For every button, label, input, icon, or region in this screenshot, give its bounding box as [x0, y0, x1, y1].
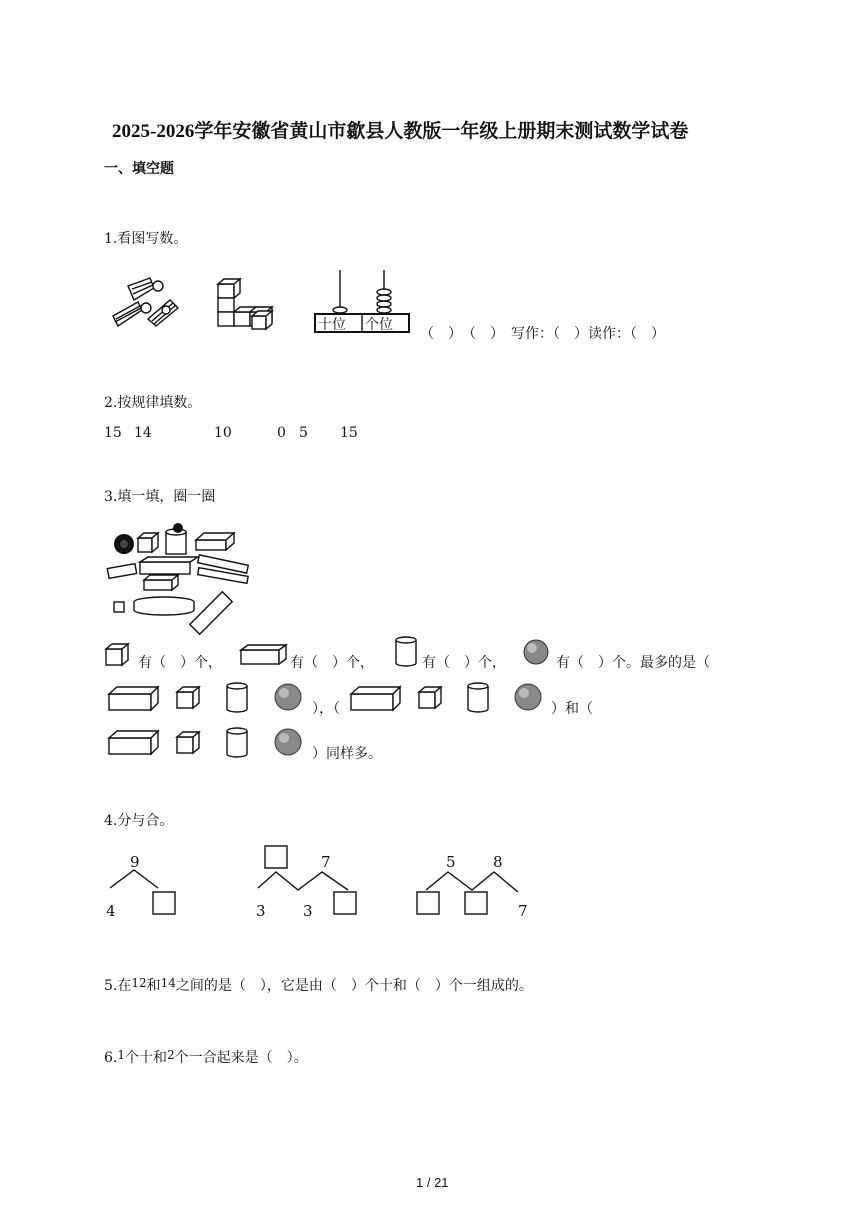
abacus-ones-label: 个位	[365, 317, 393, 333]
q6-part: 个一合起来是（ ）。	[174, 1050, 308, 1066]
q3-most-blank: ），（	[312, 701, 340, 717]
cuboid-icon	[108, 730, 160, 756]
ball-icon	[514, 683, 542, 711]
q1-prompt: 1.看图写数。	[104, 231, 188, 247]
bond-part: 3	[303, 902, 313, 920]
q3-cylinder-blank: 有（ ）个，	[422, 655, 506, 671]
q5-number: 14	[160, 976, 176, 990]
seq-value: 10	[214, 425, 232, 441]
cube-icon	[176, 731, 202, 755]
bond-top: 8	[493, 853, 503, 871]
q3-cube-blank: 有（ ）个，	[138, 655, 222, 671]
cube-icon	[176, 686, 202, 710]
q3-prompt: 3.填一填，圈一圈	[104, 489, 216, 505]
page-title: 2025-2026学年安徽省黄山市歙县人教版一年级上册期末测试数学试卷	[112, 121, 689, 142]
q6-number: 2	[167, 1048, 175, 1062]
ball-icon	[274, 683, 302, 711]
seq-value: 5	[299, 425, 308, 441]
seq-value: 15	[340, 425, 358, 441]
seq-value: 15	[104, 425, 122, 441]
ball-icon	[274, 728, 302, 756]
q3-same-blank: ）同样多。	[312, 746, 382, 762]
q6-number: 1	[117, 1048, 125, 1062]
q5-part: 之间的是（ ），它是由（ ）个十和（ ）个一组成的。	[175, 978, 533, 994]
seq-value: 14	[134, 425, 152, 441]
cuboid-icon	[108, 686, 160, 712]
q4-prompt: 4.分与合。	[104, 813, 174, 829]
cuboid-icon	[240, 644, 288, 666]
page-number: 1 / 21	[416, 1175, 449, 1190]
bond-top: 9	[130, 853, 140, 871]
abacus-tens-label: 十位	[318, 317, 346, 333]
ball-icon	[523, 639, 549, 665]
bond-top: 5	[446, 853, 456, 871]
q2-prompt: 2.按规律填数。	[104, 395, 202, 411]
q5-part: 和	[146, 978, 161, 994]
q3-ball-blank: 有（ ）个。最多的是（	[556, 655, 710, 671]
cylinder-icon	[394, 636, 418, 668]
bond-part: 4	[106, 902, 116, 920]
bond-top: 7	[321, 853, 331, 871]
cylinder-icon	[225, 682, 249, 714]
q3-cuboid-blank: 有（ ）个，	[290, 655, 374, 671]
cuboid-icon	[350, 686, 402, 712]
section-heading: 一、填空题	[104, 161, 174, 177]
q3-and-blank: ）和（	[551, 701, 593, 717]
cube-icon	[105, 643, 131, 667]
cube-stack-icon	[216, 278, 286, 334]
cylinder-icon	[466, 682, 490, 714]
cylinder-icon	[225, 727, 249, 759]
cube-icon	[418, 686, 444, 710]
shuttlecock-icon	[108, 274, 188, 334]
q6-text	[104, 1046, 308, 1067]
q5-text	[104, 974, 533, 995]
q1-answers: （ ） （ ） 写作：（ ）读作：（ ）	[420, 326, 665, 342]
q6-part: 6.	[104, 1050, 118, 1066]
bond-part: 3	[256, 902, 266, 920]
shapes-pile-image	[104, 520, 264, 624]
number-bond-1	[108, 868, 180, 918]
bond-part: 7	[518, 902, 528, 920]
number-bond-3	[414, 868, 526, 918]
q5-part: 5.在	[104, 978, 132, 994]
q5-number: 12	[131, 976, 147, 990]
q6-part: 个十和	[125, 1050, 167, 1066]
seq-value: 0	[277, 425, 286, 441]
